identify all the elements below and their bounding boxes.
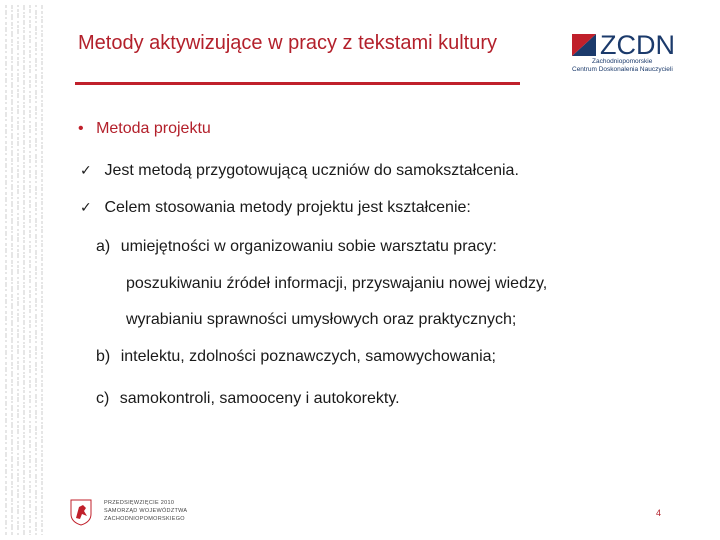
check-text: Celem stosowania metody projektu jest kształcenie: [104, 199, 471, 216]
manuscript-strip-icon [0, 0, 48, 540]
check-text: Jest metodą przygotowującą uczniów do samokształcenia. [104, 162, 519, 179]
slide-title: Metody aktywizujące w pracy z tekstami kultury [78, 32, 498, 54]
bullet-dot: • [78, 120, 84, 137]
footer-line3: ZACHODNIOPOMORSKIEGO [104, 516, 185, 522]
list-item-a-continuation: poszukiwaniu źródeł informacji, przyswajaniu nowej wiedzy, [126, 275, 548, 292]
bullet-item [78, 120, 211, 138]
check-icon: ✓ [80, 200, 92, 216]
list-text: umiejętności w organizowaniu sobie warsztatu pracy: [120, 238, 497, 255]
list-marker: b) [96, 348, 111, 365]
footer-line1: PRZEDSIĘWZIĘCIE 2010 [104, 500, 175, 506]
list-marker: c) [96, 390, 110, 407]
page-number: 4 [656, 508, 662, 518]
bullet-text: Metoda projektu [96, 120, 211, 137]
list-item-b [96, 348, 496, 366]
list-text: intelektu, zdolności poznawczych, samowychowania; [120, 348, 496, 365]
footer-line2: SAMORZĄD WOJEWÓDZTWA [104, 508, 188, 514]
logo-subtitle-line2: Centrum Doskonalenia Nauczycieli [572, 66, 673, 73]
list-item-c [96, 390, 400, 408]
check-item [80, 162, 519, 180]
griffin-emblem-icon [68, 498, 94, 526]
list-item-a [96, 238, 497, 256]
logo-name: ZCDN [600, 30, 675, 58]
list-text: samokontroli, samooceny i autokorekty. [119, 390, 400, 407]
check-icon: ✓ [80, 163, 92, 179]
list-item-a-continuation: wyrabianiu sprawności umysłowych oraz praktycznych; [126, 311, 517, 328]
list-marker: a) [96, 238, 111, 255]
title-underline [75, 82, 520, 85]
logo-subtitle-line1: Zachodniopomorskie [592, 58, 653, 65]
check-item [80, 199, 471, 217]
